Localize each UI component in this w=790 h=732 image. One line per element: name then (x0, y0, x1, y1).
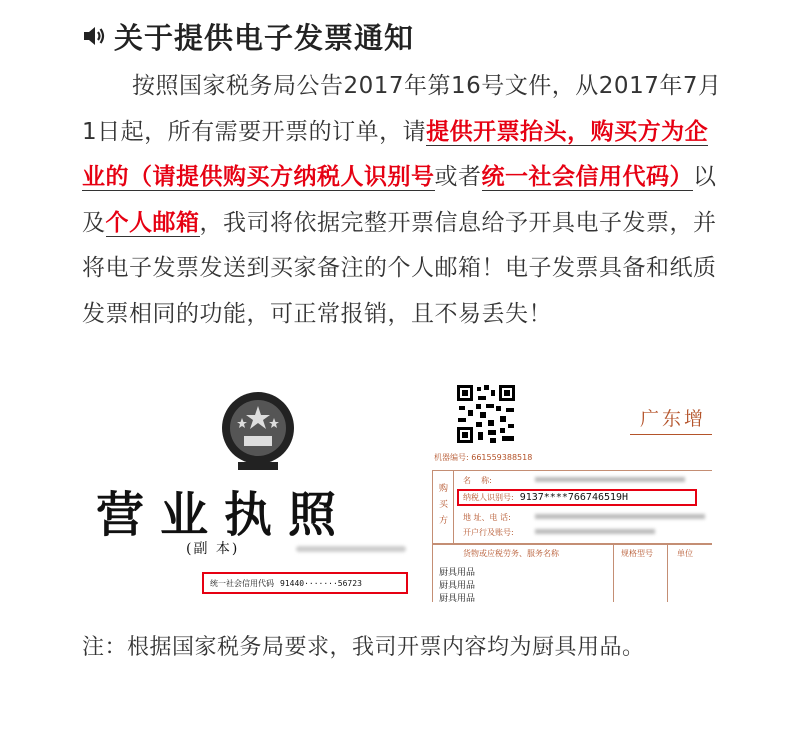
business-license-image (88, 386, 428, 602)
license-title: 营业执照 (96, 487, 353, 543)
goods-row: 厨具用品 (439, 568, 476, 578)
invoice-image (432, 384, 712, 602)
blurred-address (535, 514, 705, 519)
highlight-company-taxid: 购买方为企业的（请提供购买方纳税人识别号 (82, 118, 709, 190)
blurred-bank (535, 529, 655, 534)
para-segment: 以及 (82, 164, 717, 236)
invoice-header: 广东增 (640, 408, 707, 430)
taxid-label: 纳税人识别号: (463, 493, 514, 502)
highlight-credit-code: 统一社会信用代码） (481, 164, 693, 190)
buyer-name-label: 名 称: (463, 476, 492, 485)
speaker-icon (82, 24, 106, 48)
taxid-value: 9137****766746519H (519, 492, 629, 503)
invoice-header-rule (630, 434, 712, 435)
buyer-box (432, 470, 712, 544)
highlight-email: 个人邮箱 (105, 209, 200, 236)
goods-table (432, 544, 712, 602)
license-blur-line (296, 546, 406, 552)
para-segment: 按照国家税务局公告2017年第16号文件，从2017年7月1日起，所有需要开票的订单，请 (82, 73, 722, 145)
machine-number: 机器编号: 661559388518 (434, 453, 533, 462)
notice-paragraph (82, 64, 722, 337)
national-emblem-icon (216, 388, 300, 472)
blurred-name (535, 477, 685, 482)
credit-code-label: 统一社会信用代码 (210, 578, 274, 588)
para-segment: 或者 (434, 164, 482, 190)
credit-code-box (202, 572, 408, 594)
taxid-box (457, 489, 697, 506)
title-text: 关于提供电子发票通知 (114, 20, 415, 55)
qr-code-icon (456, 384, 516, 444)
address-label: 地 址、电 话: (463, 513, 511, 522)
buyer-side-label: 购买方 (439, 484, 449, 526)
credit-code-value: 91440·······56723 (280, 578, 362, 588)
col-spec-header: 规格型号 (621, 549, 653, 558)
para-segment: ，我司将依据完整开票信息给予开具电子发票，并将电子发票发送到买家备注的个人邮箱！电子发票具备和纸质发票相同的功能，可正常报销，且不易丢失！ (82, 209, 717, 327)
license-subtitle: (副 本) (186, 541, 240, 557)
col-goods-header: 货物或应税劳务、服务名称 (463, 549, 559, 558)
footer-note: 注：根据国家税务局要求，我司开票内容均为厨具用品。 (82, 635, 645, 660)
highlight-invoice-title: 提供开票抬头， (426, 118, 591, 145)
goods-row: 厨具用品 (439, 581, 476, 591)
page-title (82, 14, 414, 58)
bank-label: 开户行及账号: (463, 528, 514, 537)
col-unit-header: 单位 (677, 549, 693, 558)
goods-row: 厨具用品 (439, 594, 476, 602)
